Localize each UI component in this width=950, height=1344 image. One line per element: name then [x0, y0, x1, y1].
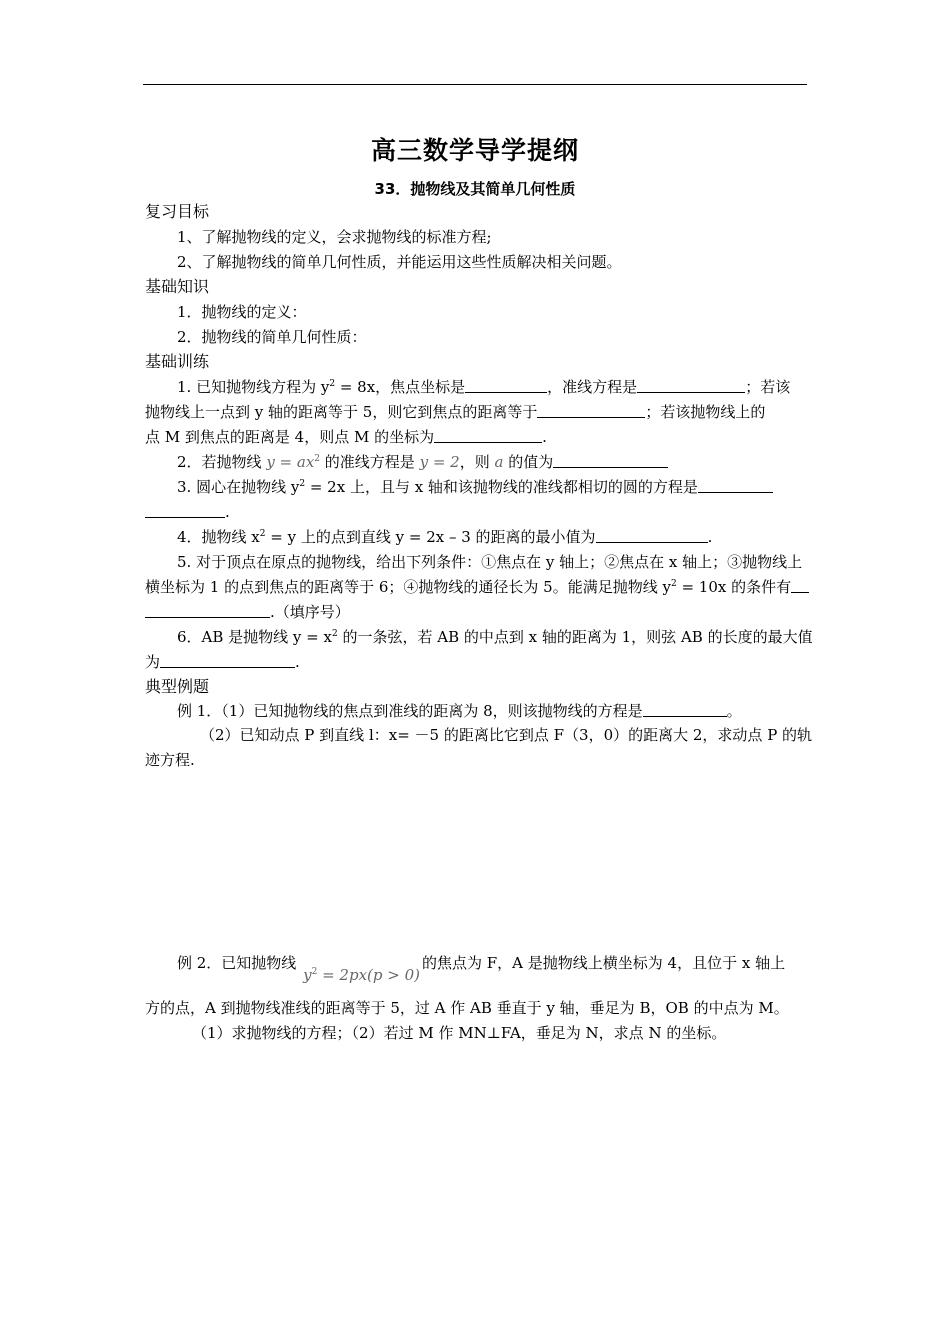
- equation: a: [494, 453, 504, 471]
- basics-item-1: 1．抛物线的定义：: [177, 303, 307, 321]
- answer-blank: [596, 528, 708, 543]
- text: 1. 已知抛物线方程为 y: [177, 378, 330, 396]
- exercise-6-line-1: [177, 627, 813, 647]
- text: 。: [726, 702, 742, 720]
- text: = 10x 的条件有: [676, 578, 792, 596]
- equation: = 2px(p > 0): [317, 966, 420, 984]
- basics-item-2: 2．抛物线的简单几何性质：: [177, 328, 367, 346]
- page-title: 高三数学导学提纲: [370, 136, 579, 165]
- text: 为: [145, 653, 161, 671]
- example-2-line-2: 方的点，A 到抛物线准线的距离等于 5，过 A 作 AB 垂直于 y 轴，垂足为 B，OB 的中点为 M。: [145, 999, 789, 1017]
- text: 的一条弦，若 AB 的中点到 x 轴的距离为 1，则弦 AB 的长度的最大值: [337, 628, 813, 646]
- text: ，准线方程是: [547, 378, 638, 396]
- exercise-5-line-3: [145, 602, 350, 622]
- text: 3. 圆心在抛物线 y: [177, 478, 300, 496]
- exercise-1-line-2: [145, 402, 765, 422]
- exercise-3-line-1: [177, 477, 773, 497]
- example-2-line-1: [177, 953, 785, 985]
- text: 的值为: [503, 453, 554, 471]
- text: 横坐标为 1 的点到焦点的距离等于 6；④抛物线的通径长为 5。能满足抛物线 y: [145, 578, 671, 596]
- answer-blank: [791, 578, 809, 593]
- text: ；若该: [745, 378, 791, 396]
- answer-blank: [553, 453, 668, 468]
- answer-blank: [537, 403, 645, 418]
- exercise-1-line-1: [177, 377, 790, 397]
- answer-blank: [637, 378, 745, 393]
- text: = y 上的点到直线 y = 2x – 3 的距离的最小值为: [265, 528, 596, 546]
- exercise-2: [177, 452, 668, 472]
- text: 例 1．（1）已知抛物线的焦点到准线的距离为 8，则该抛物线的方程是: [177, 702, 643, 720]
- answer-blank: [643, 702, 727, 717]
- parabola-equation: [301, 965, 422, 985]
- answer-blank: [145, 503, 225, 518]
- text: 例 2．已知抛物线: [177, 954, 302, 972]
- example-1-line-2: （2）已知动点 P 到直线 l：x= －5 的距离比它到点 F（3，0）的距离大 2，求动点 P 的轨: [200, 726, 813, 744]
- exercise-6-line-2: [145, 652, 300, 672]
- text: 4．抛物线 x: [177, 528, 260, 546]
- header-rule: [143, 84, 807, 85]
- exercise-3-line-2: [145, 502, 230, 522]
- equation: y = 2: [419, 453, 460, 471]
- example-1-line-1: [177, 701, 742, 721]
- text: = 8x，焦点坐标是: [335, 378, 466, 396]
- text: .: [707, 528, 713, 546]
- goal-item-1: 1、了解抛物线的定义，会求抛物线的标准方程;: [177, 228, 492, 246]
- text: ，则: [459, 453, 495, 471]
- text: 抛物线上一点到 y 轴的距离等于 5，则它到焦点的距离等于: [145, 403, 538, 421]
- text: 6．AB 是抛物线 y = x: [177, 628, 332, 646]
- exercise-4: [177, 527, 712, 547]
- text: 点 M 到焦点的距离是 4，则点 M 的坐标为: [145, 428, 435, 446]
- exercise-5-line-2: [145, 577, 809, 597]
- text: .（填序号）: [270, 603, 350, 621]
- text: 2．若抛物线: [177, 453, 267, 471]
- superscript: 2: [311, 967, 318, 977]
- text: .: [295, 653, 300, 671]
- lesson-subtitle: 33．抛物线及其简单几何性质: [374, 180, 576, 198]
- text: 的焦点为 F，A 是抛物线上横坐标为 4，且位于 x 轴上: [421, 954, 786, 972]
- text: .: [225, 503, 230, 521]
- answer-blank: [160, 653, 295, 668]
- answer-blank: [465, 378, 547, 393]
- section-heading-examples: 典型例题: [145, 677, 210, 696]
- answer-blank: [698, 478, 773, 493]
- answer-blank: [145, 603, 270, 618]
- example-2-line-3: （1）求抛物线的方程；（2）若过 M 作 MN⊥FA，垂足为 N，求点 N 的坐标。: [192, 1024, 727, 1042]
- exercise-1-line-3: [145, 427, 547, 447]
- goal-item-2: 2、了解抛物线的简单几何性质，并能运用这些性质解决相关问题。: [177, 253, 622, 271]
- superscript: 2: [314, 454, 321, 464]
- superscript: 2: [670, 579, 677, 589]
- section-heading-training: 基础训练: [145, 352, 210, 371]
- text: .: [542, 428, 547, 446]
- example-1-line-3: 迹方程.: [145, 751, 195, 769]
- text: 的准线方程是: [320, 453, 420, 471]
- equation-var: y: [303, 966, 312, 984]
- superscript: 2: [259, 529, 266, 539]
- superscript: 2: [329, 379, 336, 389]
- superscript: 2: [331, 629, 338, 639]
- section-heading-goals: 复习目标: [145, 202, 210, 221]
- text: ；若该抛物线上的: [645, 403, 766, 421]
- section-heading-basics: 基础知识: [145, 277, 210, 296]
- exercise-5-line-1: 5. 对于顶点在原点的抛物线，给出下列条件：①焦点在 y 轴上；②焦点在 x 轴上；③抛物线上: [177, 553, 803, 571]
- superscript: 2: [299, 479, 306, 489]
- equation: y = ax: [266, 453, 315, 471]
- text: = 2x 上，且与 x 轴和该抛物线的准线都相切的圆的方程是: [305, 478, 698, 496]
- answer-blank: [434, 428, 542, 443]
